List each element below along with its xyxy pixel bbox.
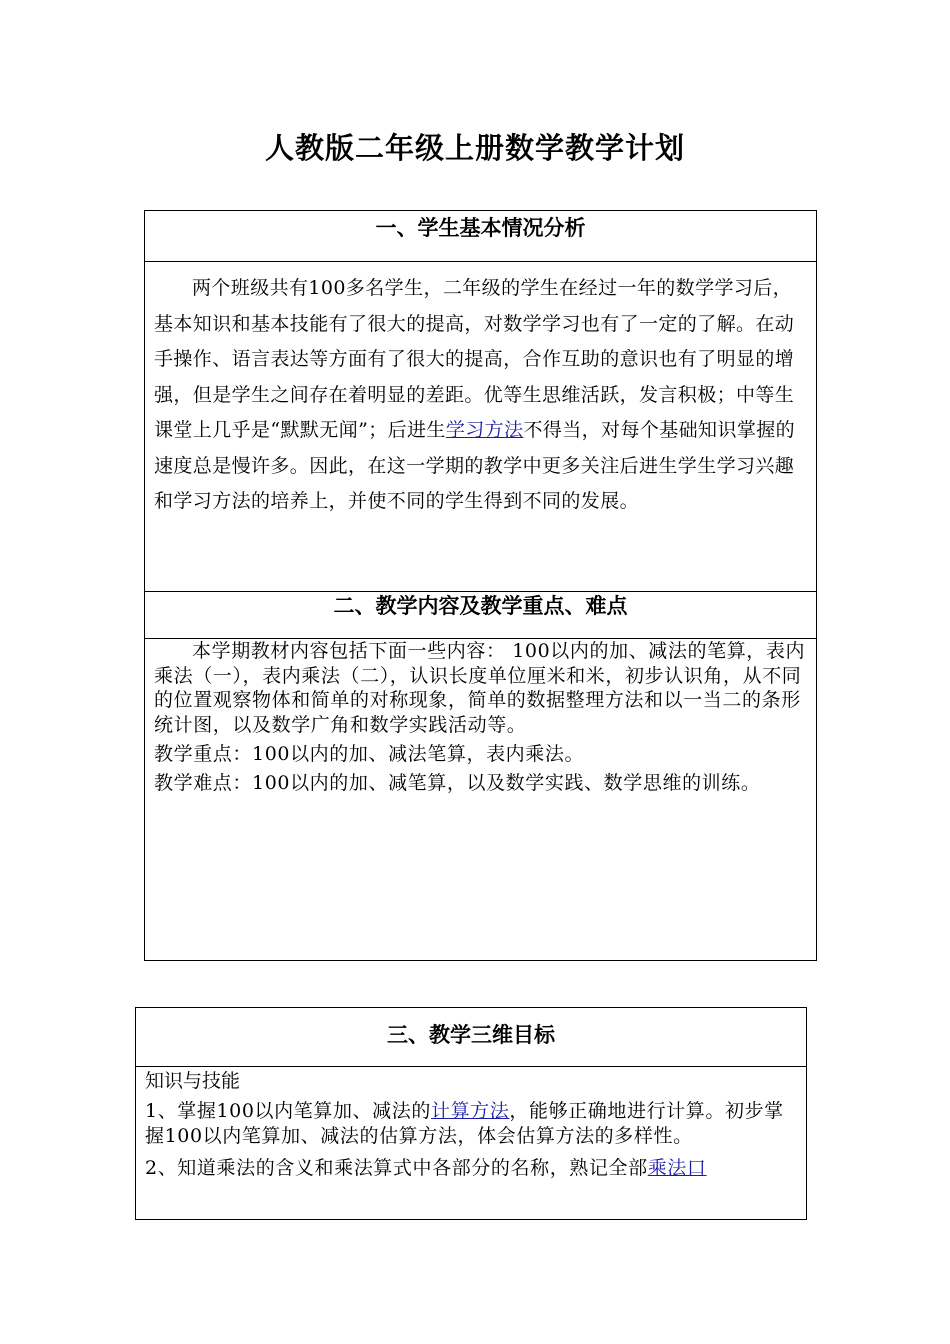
section1-paragraph xyxy=(154,271,807,520)
objective-item-2 xyxy=(145,1156,797,1181)
section1-text-after-link: 不得当，对每个基础知识掌握的速度总是慢许多。因此，在这一学期的教学中更多关注后进生学生学习兴趣和学习方法的培养上，并使不同的学生得到不同的发展。 xyxy=(154,419,796,512)
analysis-table xyxy=(144,210,817,961)
section3-body xyxy=(136,1066,806,1219)
section2-intro: 本学期教材内容包括下面一些内容： 100以内的加、减法的笔算，表内乘法（一），表内乘法（二），认识长度单位厘米和米，初步认识角，从不同的位置观察物体和简单的对称现象，简单的数据整理方法和以一当二的条形统计图，以及数学广角和数学实践活动等。 xyxy=(154,640,806,736)
objective-item-1-text: 1、掌握100以内笔算加、减法的 xyxy=(145,1100,431,1122)
section1-text-before-link: 两个班级共有100多名学生，二年级的学生在经过一年的数学学习后，基本知识和基本技能有了很大的提高，对数学学习也有了一定的了解。在动手操作、语言表达等方面有了很大的提高，合作互助的意识也有了明显的增强，但是学生之间存在着明显的差距。优等生思维活跃，发言积极；中等生课堂上几乎是“默默无闻”；后进生 xyxy=(154,277,795,441)
section1-body xyxy=(145,261,816,591)
section2-heading-text: 二、教学内容及教学重点、难点 xyxy=(333,594,628,618)
document-title: 人教版二年级上册数学教学计划 xyxy=(264,131,685,165)
calculation-method-link[interactable]: 计算方法 xyxy=(430,1100,510,1122)
objective-item-2-text: 2、知道乘法的含义和乘法算式中各部分的名称，熟记全部 xyxy=(145,1157,648,1179)
section3-subheading: 知识与技能 xyxy=(145,1070,241,1092)
section1-heading xyxy=(145,211,816,261)
section2-heading xyxy=(145,591,816,638)
section2-key-points: 教学重点：100以内的加、减法笔算，表内乘法。 xyxy=(154,743,585,765)
objectives-table xyxy=(135,1007,807,1220)
objective-item-1 xyxy=(145,1099,797,1148)
objective-item-1-rest: ，能够正确地进行计算。初步掌握100以内笔算加、减法的估算方法，体会估算方法的多样性。 xyxy=(145,1100,784,1147)
section1-heading-text: 一、学生基本情况分析 xyxy=(375,216,586,240)
section2-difficulties: 教学难点：100以内的加、减笔算，以及数学实践、数学思维的训练。 xyxy=(154,771,761,794)
multiplication-table-link[interactable]: 乘法口 xyxy=(647,1157,707,1179)
section2-body xyxy=(145,638,816,960)
study-method-link[interactable]: 学习方法 xyxy=(445,419,524,441)
section3-heading xyxy=(136,1008,806,1066)
section3-heading-text: 三、教学三维目标 xyxy=(387,1023,555,1047)
